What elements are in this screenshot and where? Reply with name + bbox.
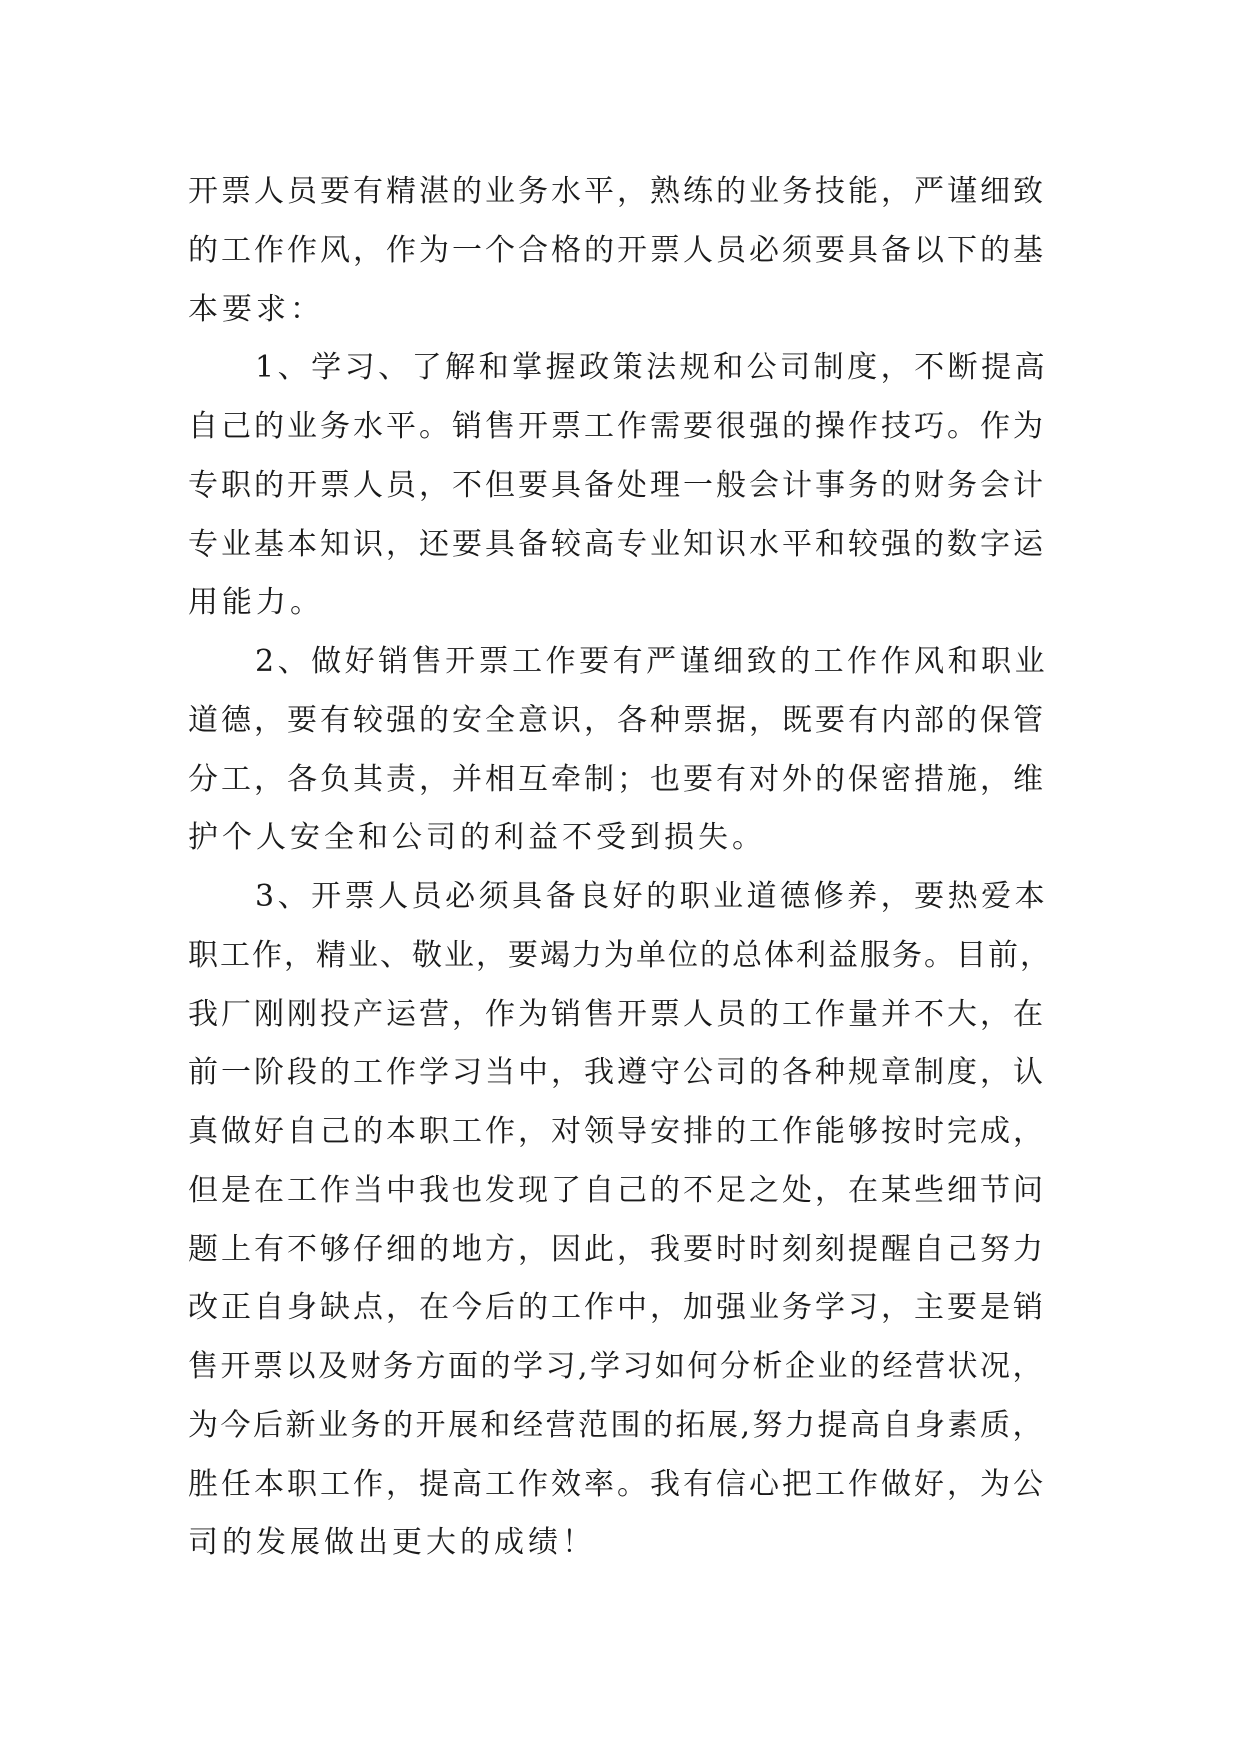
text-line: 前一阶段的工作学习当中，我遵守公司的各种规章制度，认 [188,1055,1046,1091]
text-line: 道德，要有较强的安全意识，各种票据，既要有内部的保管 [188,702,1046,738]
text-line: 司的发展做出更大的成绩！ [188,1525,596,1561]
text-line: 的工作作风，作为一个合格的开票人员必须要具备以下的基 [188,232,1046,268]
text-line: 真做好自己的本职工作，对领导安排的工作能够按时完成， [188,1114,1046,1149]
text-line: 2、做好销售开票工作要有严谨细致的工作作风和职业 [188,644,1049,679]
text-line: 本要求： [188,291,324,327]
text-line: 改正自身缺点，在今后的工作中，加强业务学习，主要是销 [188,1290,1046,1326]
text-line: 但是在工作当中我也发现了自己的不足之处，在某些细节问 [188,1172,1046,1208]
text-line: 1、学习、了解和掌握政策法规和公司制度，不断提高 [188,350,1049,386]
text-line: 职工作，精业、敬业，要竭力为单位的总体利益服务。目前， [188,937,1052,973]
text-line: 专职的开票人员，不但要具备处理一般会计事务的财务会计 [188,467,1046,503]
text-line: 售开票以及财务方面的学习,学习如何分析企业的经营状况， [188,1349,1046,1384]
text-line: 护个人安全和公司的利益不受到损失。 [188,820,766,856]
text-line: 胜任本职工作，提高工作效率。我有信心把工作做好，为公 [188,1466,1046,1502]
text-line: 我厂刚刚投产运营，作为销售开票人员的工作量并不大，在 [188,996,1046,1032]
text-line: 开票人员要有精湛的业务水平，熟练的业务技能，严谨细致 [188,174,1046,209]
text-line: 用能力。 [188,585,324,621]
document-body [188,163,1058,1573]
text-line: 3、开票人员必须具备良好的职业道德修养，要热爱本 [188,879,1049,914]
text-line: 分工，各负其责，并相互牵制；也要有对外的保密措施，维 [188,761,1046,797]
text-line: 专业基本知识，还要具备较高专业知识水平和较强的数字运 [188,526,1046,562]
text-line: 为今后新业务的开展和经营范围的拓展,努力提高自身素质， [188,1407,1046,1443]
text-line: 自己的业务水平。销售开票工作需要很强的操作技巧。作为 [188,409,1046,444]
text-line: 题上有不够仔细的地方，因此，我要时时刻刻提醒自己努力 [188,1231,1046,1267]
